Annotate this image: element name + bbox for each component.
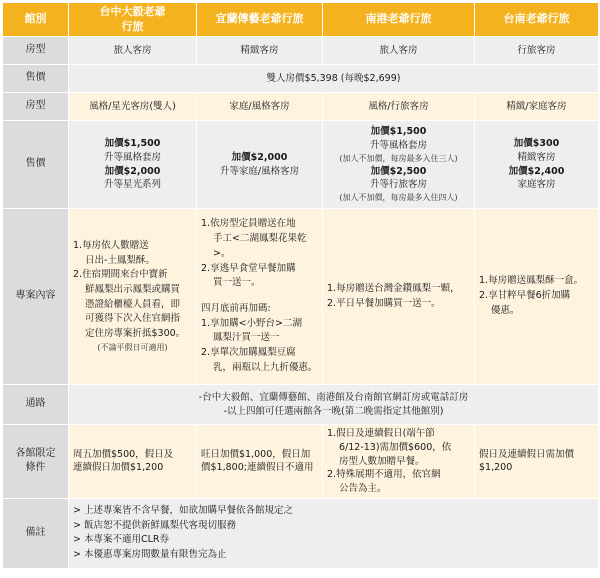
- plan-line: 手工<二湖鳳梨花果乾>。: [213, 233, 307, 259]
- plan-note: (不論平假日可適用): [97, 342, 168, 352]
- upgrade-room-taichung: 風格/星光客房(雙人): [69, 93, 197, 121]
- upgrade-price-2: 加價$2,400: [508, 165, 565, 177]
- condition-line: 2.特殊展期不適用，依官網: [327, 469, 441, 481]
- upgrade-desc-2: 升等星光系列: [103, 179, 161, 191]
- conditions-tainan: [475, 425, 599, 499]
- plan-line: 2.享逃早食堂早餐加購: [201, 262, 296, 274]
- label-conditions: [3, 425, 69, 499]
- channel-line: -以上四館可任選兩館各一晚(第二晚需指定其他館別): [223, 405, 444, 417]
- upgrade-desc-1: 升等風格套房: [103, 151, 161, 163]
- upgrade-desc-2: 家庭客房: [517, 179, 556, 191]
- plan-line: 1.依房型定員贈送在地: [201, 218, 296, 230]
- price-value: 雙人房價$5,398 (每晚$2,699): [69, 65, 599, 93]
- plan-line: 日出-土鳳梨酥。: [85, 254, 155, 266]
- label-room-type-upgrade: 房型: [3, 93, 69, 121]
- upgrade-price-2: 加價$2,500: [370, 165, 427, 177]
- conditions-nangang: [323, 425, 475, 499]
- upgrade-price-tainan: [475, 121, 599, 209]
- label-channel: 通路: [3, 385, 69, 425]
- condition-line: 連續假日加價$1,200: [73, 462, 164, 474]
- header-taichung: 台中大毅老爺 行旅: [69, 3, 197, 37]
- label-conditions-line1: 各館限定: [15, 447, 56, 459]
- label-plan: 專案內容: [3, 209, 69, 385]
- upgrade-room-tainan: 精緻/家庭客房: [475, 93, 599, 121]
- note-line: > 本專案不適用CLR券: [73, 534, 170, 546]
- plan-tainan: [475, 209, 599, 385]
- label-notes: 備註: [3, 498, 69, 568]
- condition-line: $1,200: [479, 462, 513, 474]
- label-conditions-line2: 條件: [25, 462, 46, 474]
- channel-value: [69, 385, 599, 425]
- upgrade-price-2: 加價$2,000: [104, 165, 161, 177]
- header-yilan: 宜蘭傳藝老爺行旅: [197, 3, 323, 37]
- label-price: 售價: [3, 65, 69, 93]
- plan-line: 憑證給櫃檯人員看，即: [85, 298, 181, 310]
- plan-taichung: [69, 209, 197, 385]
- upgrade-room-yilan: 家庭/風格客房: [197, 93, 323, 121]
- upgrade-price-1: 加價$300: [513, 137, 560, 149]
- plan-line: 1.每房贈送台灣金鑽鳳梨一顆，: [327, 282, 460, 294]
- header-hotel: 館別: [3, 3, 69, 37]
- condition-line: 6/12-13)需加價$600，依: [339, 441, 452, 453]
- upgrade-desc-1: 升等家庭/風格客房: [219, 165, 300, 177]
- note-line: > 本優惠專案房間數量有限售完為止: [73, 549, 227, 561]
- upgrade-desc-2: 升等行旅客房: [369, 179, 427, 191]
- upgrade-price-taichung: [69, 121, 197, 209]
- plan-line: 優惠。: [491, 304, 520, 316]
- condition-line: 公告為主。: [339, 483, 387, 495]
- plan-line: 定住房專案折抵$300。: [85, 328, 186, 340]
- plan-line: 鮮鳳梨出示鳳梨或購買: [85, 283, 181, 295]
- plan-line: 1.每房依人數贈送: [73, 239, 149, 251]
- plan-line: 1.每房贈送鳳梨酥一盒。: [479, 275, 584, 287]
- plan-yilan: [197, 209, 323, 385]
- plan-line: 乳，兩瓶以上九折優惠。: [213, 361, 318, 373]
- plan-line: 買一送一。: [213, 277, 261, 289]
- condition-line: 旺日加價$1,000，假日加: [201, 448, 311, 460]
- room-type-taichung: 旅人客房: [69, 37, 197, 65]
- condition-line: 價$1,800;連續假日不適用: [201, 462, 314, 474]
- plan-line: 2.享單次加購鳳梨豆腐: [201, 347, 296, 359]
- upgrade-price-1: 加價$2,000: [231, 151, 288, 163]
- room-type-tainan: 行旅客房: [475, 37, 599, 65]
- plan-line: 鳳梨汁買一送一: [213, 332, 280, 344]
- header-tainan: 台南老爺行旅: [475, 3, 599, 37]
- condition-line: 周五加價$500，假日及: [73, 448, 174, 460]
- channel-line: -台中大毅館、宜蘭傳藝館、南港館及台南館官網訂房或電話訂房: [198, 391, 469, 403]
- plan-line: 四月底前再加碼:: [201, 303, 271, 314]
- label-upgrade-price: 售價: [3, 121, 69, 209]
- plan-line: 2.享甘粹早餐6折加購: [479, 290, 571, 302]
- upgrade-desc-1: 升等風格套房: [369, 140, 427, 152]
- hotel-comparison-table: [2, 2, 599, 569]
- plan-line: 可獲得下次入住官網指: [85, 313, 181, 325]
- upgrade-price-1: 加價$1,500: [370, 126, 427, 138]
- plan-line: 2.住宿期間來台中寶新: [73, 269, 168, 281]
- upgrade-room-nangang: 風格/行旅客房: [323, 93, 475, 121]
- upgrade-note-1: (加人不加價，每房最多入住三人): [339, 153, 458, 163]
- upgrade-price-yilan: [197, 121, 323, 209]
- header-nangang: 南港老爺行旅: [323, 3, 475, 37]
- upgrade-note-2: (加人不加價，每房最多入住四人): [339, 193, 458, 203]
- plan-nangang: [323, 209, 475, 385]
- condition-line: 假日及連續假日需加價: [479, 448, 575, 460]
- condition-line: 1.假日及連續假日(端午節: [327, 428, 435, 439]
- conditions-taichung: [69, 425, 197, 499]
- room-type-yilan: 精緻客房: [197, 37, 323, 65]
- conditions-yilan: [197, 425, 323, 499]
- label-room-type: 房型: [3, 37, 69, 65]
- room-type-nangang: 旅人客房: [323, 37, 475, 65]
- upgrade-desc-1: 精緻客房: [517, 151, 556, 163]
- plan-line: 2.平日早餐加購買一送一。: [327, 297, 441, 309]
- note-line: > 飯店恕不提供新鮮鳳梨代客現切服務: [73, 519, 236, 531]
- plan-line: 1.享加購<小野台>二湖: [201, 317, 302, 329]
- condition-line: 房型人數加贈早餐。: [339, 455, 425, 467]
- notes-value: [69, 498, 599, 568]
- upgrade-price-nangang: [323, 121, 475, 209]
- upgrade-price-1: 加價$1,500: [104, 137, 161, 149]
- note-line: > 上述專案皆不含早餐，如欲加購早餐依各館規定之: [73, 504, 293, 516]
